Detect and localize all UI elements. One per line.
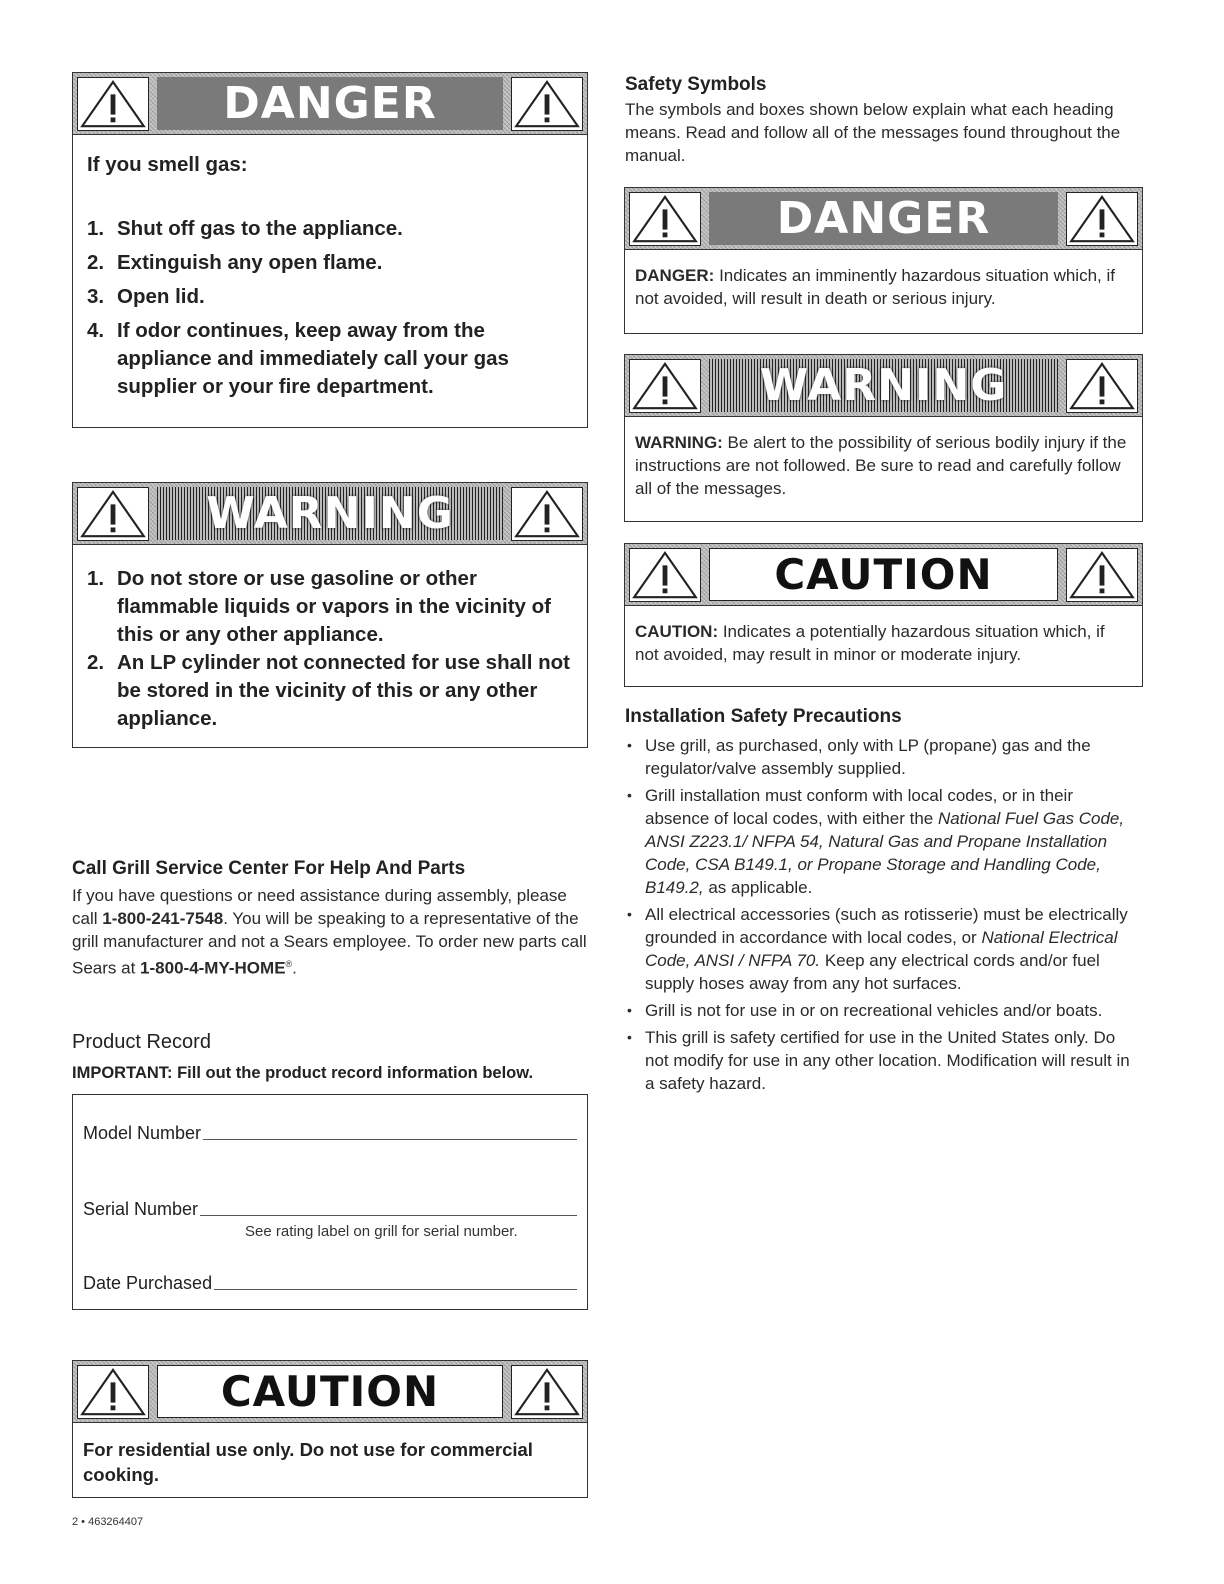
list-item: • This grill is safety certified for use in the United States only. Do not modify for use in any other location. Modification will result in a safety hazard. xyxy=(625,1026,1141,1095)
warning-triangle-icon xyxy=(1066,192,1138,246)
danger-banner-word: DANGER xyxy=(157,77,503,130)
list-item: 2. Extinguish any open flame. xyxy=(87,251,383,274)
list-item: • Grill is not for use in or on recreational vehicles and/or boats. xyxy=(625,999,1141,1022)
safety-symbols-section xyxy=(625,74,1145,167)
symbol-danger-box xyxy=(624,187,1143,334)
installation-heading: Installation Safety Precautions xyxy=(625,706,902,727)
warning-definition: WARNING: Be alert to the possibility of serious bodily injury if the instructions are not followed. Be sure to read and carefully follow all of the messages. xyxy=(635,433,1127,498)
list-item: 3. Open lid. xyxy=(87,285,205,308)
warning-notice-box xyxy=(72,482,588,748)
serial-number-field[interactable]: Serial Number xyxy=(83,1199,577,1220)
warning-triangle-icon xyxy=(629,548,701,602)
service-paragraph: If you have questions or need assistance during assembly, please call 1-800-241-7548. You will be speaking to a representative of the grill manufacturer and not a Sears employee. To order new parts call Sears at 1-800-4-MY-HOME®. xyxy=(72,886,587,978)
warning-banner-word: WARNING xyxy=(709,359,1058,412)
danger-notice-box xyxy=(72,72,588,428)
warning-triangle-icon xyxy=(629,192,701,246)
warning-triangle-icon xyxy=(1066,359,1138,413)
safety-symbols-intro: The symbols and boxes shown below explain what each heading means. Read and follow all of the messages found throughout the manual. xyxy=(625,100,1121,165)
service-heading: Call Grill Service Center For Help And Parts xyxy=(72,858,466,879)
danger-banner xyxy=(73,73,587,135)
list-item: • Use grill, as purchased, only with LP (propane) gas and the regulator/valve assembly supplied. xyxy=(625,734,1141,780)
product-record-form xyxy=(72,1094,588,1310)
list-item: • All electrical accessories (such as rotisserie) must be electrically grounded in accordance with local codes, or National Electrical Code, ANSI / NFPA 70. Keep any electrical cords and/or fuel supply hoses away from any hot surfaces. xyxy=(625,903,1141,995)
warning-triangle-icon xyxy=(629,359,701,413)
product-record-instruction: IMPORTANT: Fill out the product record information below. xyxy=(72,1064,534,1082)
serial-number-hint: See rating label on grill for serial number. xyxy=(245,1223,518,1240)
caution-notice-text: For residential use only. Do not use for commercial cooking. xyxy=(83,1439,533,1485)
caution-banner xyxy=(625,544,1142,606)
warning-triangle-icon xyxy=(1066,548,1138,602)
list-item: 1. Shut off gas to the appliance. xyxy=(87,217,403,240)
symbol-caution-box xyxy=(624,543,1143,687)
warning-triangle-icon xyxy=(511,77,583,131)
warning-triangle-icon xyxy=(511,487,583,541)
caution-definition: CAUTION: Indicates a potentially hazardous situation which, if not avoided, may result in minor or moderate injury. xyxy=(635,622,1105,664)
model-number-field[interactable]: Model Number xyxy=(83,1123,577,1144)
service-center-section xyxy=(72,858,592,980)
page-footer: 2 • 463264407 xyxy=(72,1516,144,1528)
symbol-warning-box xyxy=(624,354,1143,522)
warning-items-list xyxy=(73,565,587,733)
warning-triangle-icon xyxy=(77,487,149,541)
danger-steps-list xyxy=(73,215,587,401)
installation-list xyxy=(625,734,1145,1095)
caution-banner-word: CAUTION xyxy=(157,1365,503,1418)
warning-banner-word: WARNING xyxy=(157,487,503,540)
sears-phone-number: 1-800-4-MY-HOME xyxy=(140,958,286,978)
installation-precautions-section xyxy=(625,706,1145,1099)
warning-triangle-icon xyxy=(77,1365,149,1419)
danger-definition: DANGER: Indicates an imminently hazardous situation which, if not avoided, will result in death or serious injury. xyxy=(635,266,1115,308)
product-record-heading: Product Record xyxy=(72,1031,211,1053)
list-item: 1. Do not store or use gasoline or other flammable liquids or vapors in the vicinity of this or any other appliance. xyxy=(87,567,552,646)
danger-banner-word: DANGER xyxy=(709,192,1058,245)
list-item: • Grill installation must conform with local codes, or in their absence of local codes, with either the National Fuel Gas Code, ANSI Z223.1/ NFPA 54, Natural Gas and Propane Installation Code, CSA B149.1, or Propane Storage and Handling Code, B149.2, as applicable. xyxy=(625,784,1141,899)
warning-banner xyxy=(73,483,587,545)
caution-banner xyxy=(73,1361,587,1423)
safety-symbols-heading: Safety Symbols xyxy=(625,74,767,95)
danger-notice-title: If you smell gas: xyxy=(87,153,248,176)
warning-triangle-icon xyxy=(77,77,149,131)
caution-banner-word: CAUTION xyxy=(709,548,1058,601)
list-item: 4. If odor continues, keep away from the appliance and immediately call your gas supplier or your fire department. xyxy=(87,319,509,398)
service-phone-number: 1-800-241-7548 xyxy=(102,909,224,928)
list-item: 2. An LP cylinder not connected for use shall not be stored in the vicinity of this or any other appliance. xyxy=(87,651,570,730)
danger-banner xyxy=(625,188,1142,250)
caution-notice-box xyxy=(72,1360,588,1498)
warning-banner xyxy=(625,355,1142,417)
warning-triangle-icon xyxy=(511,1365,583,1419)
product-record-section xyxy=(72,1031,592,1083)
date-purchased-field[interactable]: Date Purchased xyxy=(83,1273,577,1294)
